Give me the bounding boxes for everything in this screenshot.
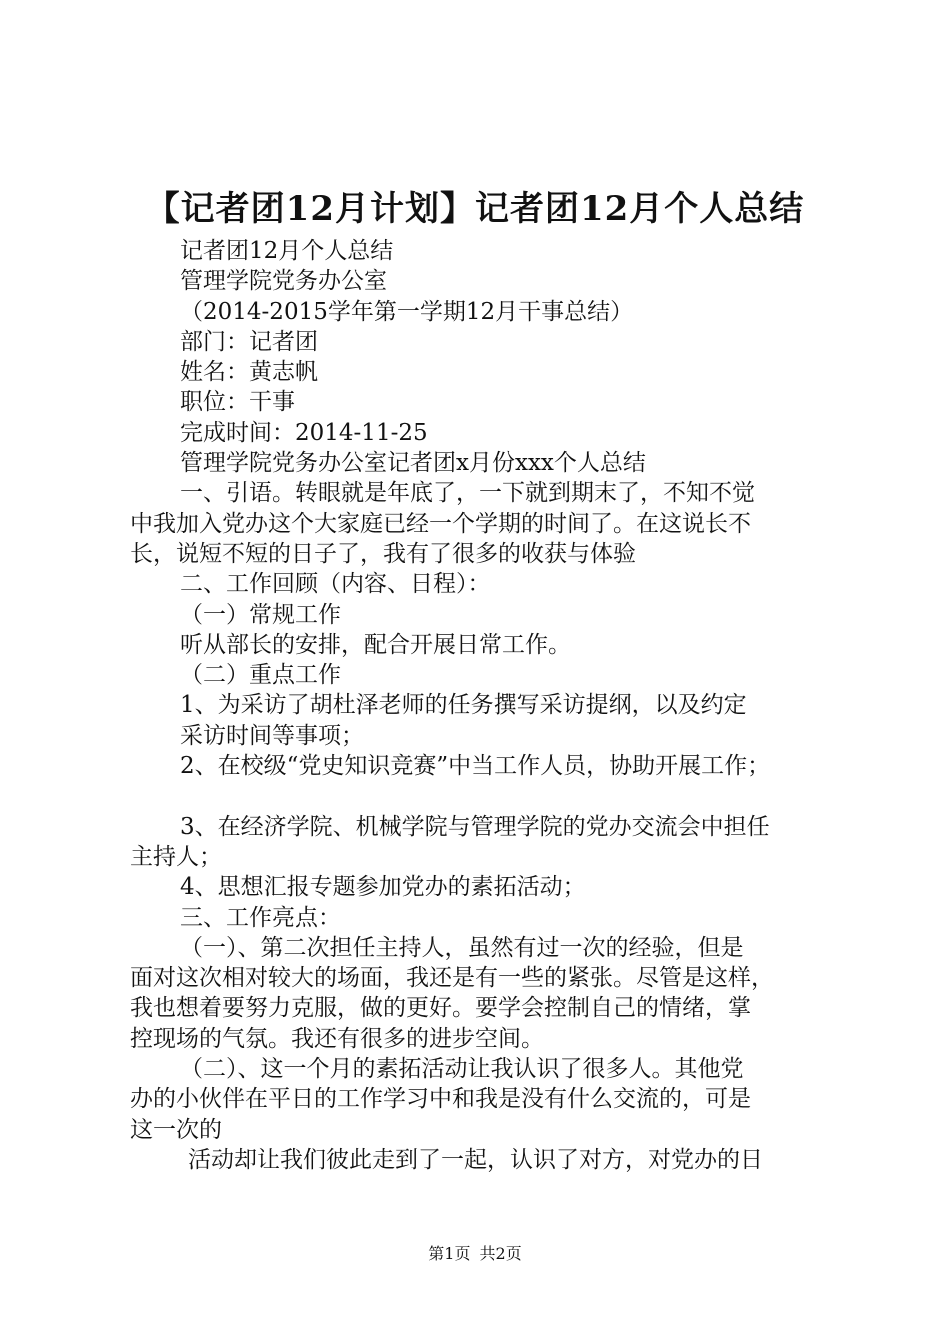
text-line: 1、为采访了胡杜泽老师的任务撰写采访提纲，以及约定 xyxy=(180,692,747,719)
page-number: 第1页 xyxy=(428,1244,471,1263)
text-line: 职位：干事 xyxy=(180,389,295,416)
text-line: 一、引语。转眼就是年底了，一下就到期末了，不知不觉 xyxy=(180,480,755,507)
text-line: 这一次的 xyxy=(130,1116,222,1143)
text-line: 3、在经济学院、机械学院与管理学院的党办交流会中担任 xyxy=(180,813,770,840)
text-line: 我也想着要努力克服，做的更好。要学会控制自己的情绪，掌 xyxy=(130,995,751,1022)
text-line: 2、在校级“党史知识竞赛”中当工作人员，协助开展工作； xyxy=(180,753,771,780)
text-line: （一）、第二次担任主持人，虽然有过一次的经验，但是 xyxy=(180,934,744,961)
text-line: 二、工作回顾（内容、日程）： xyxy=(180,571,491,598)
document-body xyxy=(130,236,835,1175)
blank-line xyxy=(130,781,835,811)
text-line: 部门：记者团 xyxy=(180,328,318,355)
text-line: 控现场的气氛。我还有很多的进步空间。 xyxy=(130,1025,544,1052)
text-line: 三、工作亮点： xyxy=(180,904,341,931)
text-line: 长，说短不短的日子了，我有了很多的收获与体验 xyxy=(130,540,636,567)
document-title: 【记者团12月计划】记者团12月个人总结 xyxy=(145,189,805,229)
text-line: 中我加入党办这个大家庭已经一个学期的时间了。在这说长不 xyxy=(130,510,751,537)
page-total: 共2页 xyxy=(479,1244,522,1263)
text-line: 活动却让我们彼此走到了一起，认识了对方，对党办的日 xyxy=(188,1146,763,1173)
page-footer xyxy=(0,1243,950,1265)
text-line: （二）重点工作 xyxy=(180,662,341,689)
text-line: 采访时间等事项； xyxy=(180,722,364,749)
text-line: 听从部长的安排，配合开展日常工作。 xyxy=(180,631,571,658)
text-line: 管理学院党务办公室 xyxy=(180,268,387,295)
text-line: 4、思想汇报专题参加党办的素拓活动； xyxy=(180,874,586,901)
text-line: 主持人； xyxy=(130,843,222,870)
text-line: （一）常规工作 xyxy=(180,601,341,628)
text-line: （二）、这一个月的素拓活动让我认识了很多人。其他党 xyxy=(180,1056,744,1083)
text-line: 完成时间：2014-11-25 xyxy=(180,419,428,446)
text-line: 办的小伙伴在平日的工作学习中和我是没有什么交流的，可是 xyxy=(130,1086,751,1113)
text-line: （2014-2015学年第一学期12月干事总结） xyxy=(180,298,634,325)
text-line: 管理学院党务办公室记者团x月份xxx个人总结 xyxy=(180,450,646,477)
text-line: 面对这次相对较大的场面，我还是有一些的紧张。尽管是这样， xyxy=(130,965,774,992)
text-line: 记者团12月个人总结 xyxy=(180,238,394,264)
text-line: 姓名：黄志帆 xyxy=(180,359,318,386)
